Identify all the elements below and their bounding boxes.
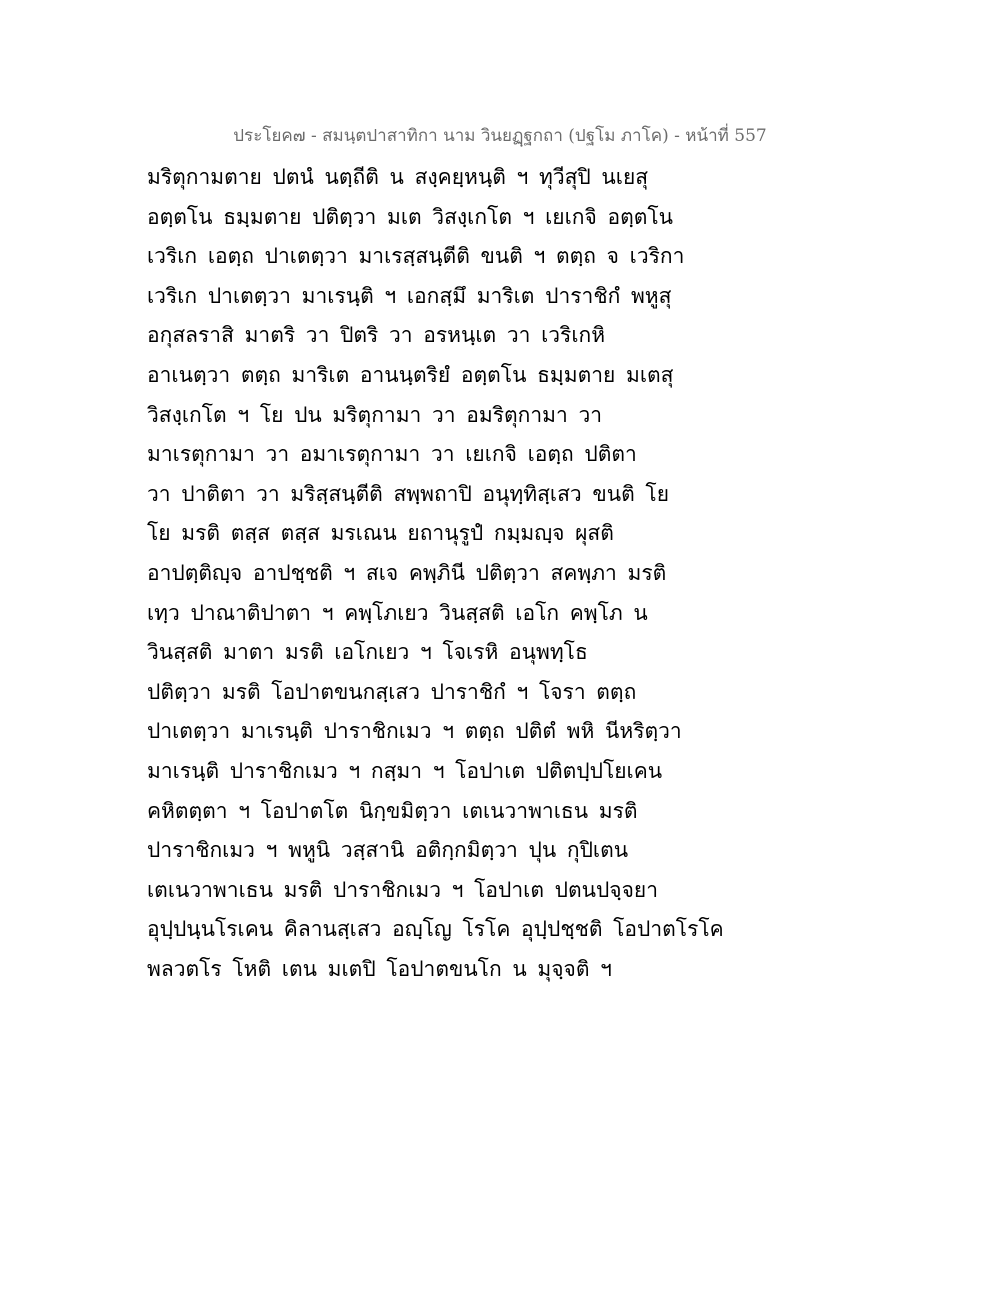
text-line: มาเรนฺติ ปาราชิกเมว ฯ กสฺมา ฯ โอปาเต ปติตปฺปโยเคน <box>147 758 663 783</box>
text-line: เตเนวาพาเธน มรติ ปาราชิกเมว ฯ โอปาเต ปตนปจฺจยา <box>147 877 659 902</box>
text-line: วินสฺสติ มาตา มรติ เอโกเยว ฯ โจเรหิ อนุพทฺโธ <box>147 640 588 665</box>
text-line: คหิตตฺตา ฯ โอปาตโต นิกฺขมิตฺวา เตเนวาพาเธน มรติ <box>147 798 638 823</box>
text-line: โย มรติ ตสฺส ตสฺส มรเณน ยถานุรูปํ กมฺมญฺจ ผุสติ <box>147 521 614 546</box>
body-text <box>147 158 747 989</box>
text-line: เวริเก ปาเตตฺวา มาเรนฺติ ฯ เอกสฺมึ มาริเต ปาราชิกํ พหูสุ <box>147 283 672 308</box>
text-line: อาเนตฺวา ตตฺถ มาริเต อานนฺตริยํ อตฺตโน ธมฺมตาย มเตสุ <box>147 362 674 387</box>
text-line: ปาเตตฺวา มาเรนฺติ ปาราชิกเมว ฯ ตตฺถ ปติตํ พหิ นีหริตฺวา <box>147 719 682 744</box>
text-line: อาปตฺติญฺจ อาปชฺชติ ฯ สเจ คพฺภินี ปติตฺวา สคพฺภา มรติ <box>147 560 667 585</box>
text-line: วิสงฺเกโต ฯ โย ปน มริตุกามา วา อมริตุกามา วา <box>147 402 603 427</box>
text-line: มาเรตุกามา วา อมาเรตุกามา วา เยเกจิ เอตฺถ ปติตา <box>147 442 637 467</box>
text-line: เทฺว ปาณาติปาตา ฯ คพฺโภเยว วินสฺสติ เอโก คพฺโภ น <box>147 600 648 625</box>
text-line: มริตุกามตาย ปตนํ นตฺถีติ น สงฺคยฺหนฺติ ฯ ทุวีสุปิ นเยสุ <box>147 165 649 189</box>
page-header: ประโยค๗ - สมนฺตปาสาทิกา นาม วินยฏฺฐกถา (ปฐโม ภาโค) - หน้าที่ 557 <box>233 126 767 146</box>
text-line: อตฺตโน ธมฺมตาย ปติตฺวา มเต วิสงฺเกโต ฯ เยเกจิ อตฺตโน <box>147 204 674 229</box>
text-line: อุปฺปนฺนโรเคน คิลานสฺเสว อญฺโญ โรโค อุปฺปชฺชติ โอปาตโรโค <box>147 917 724 942</box>
text-line: พลวตโร โหติ เตน มเตปิ โอปาตขนโก น มุจฺจติ ฯ <box>147 956 612 981</box>
text-line: ปาราชิกเมว ฯ พหูนิ วสฺสานิ อติกฺกมิตฺวา ปุน กุปิเตน <box>147 838 629 863</box>
text-line: วา ปาติตา วา มริสฺสนฺตีติ สพฺพถาปิ อนุทฺทิสฺเสว ขนติ โย <box>147 481 670 506</box>
text-line: อกุสลราสิ มาตริ วา ปิตริ วา อรหนฺเต วา เวริเกหิ <box>147 323 606 348</box>
text-line: เวริเก เอตฺถ ปาเตตฺวา มาเรสฺสนฺตีติ ขนติ ฯ ตตฺถ จ เวริกา <box>147 244 685 269</box>
text-line: ปติตฺวา มรติ โอปาตขนกสฺเสว ปาราชิกํ ฯ โจรา ตตฺถ <box>147 679 637 704</box>
